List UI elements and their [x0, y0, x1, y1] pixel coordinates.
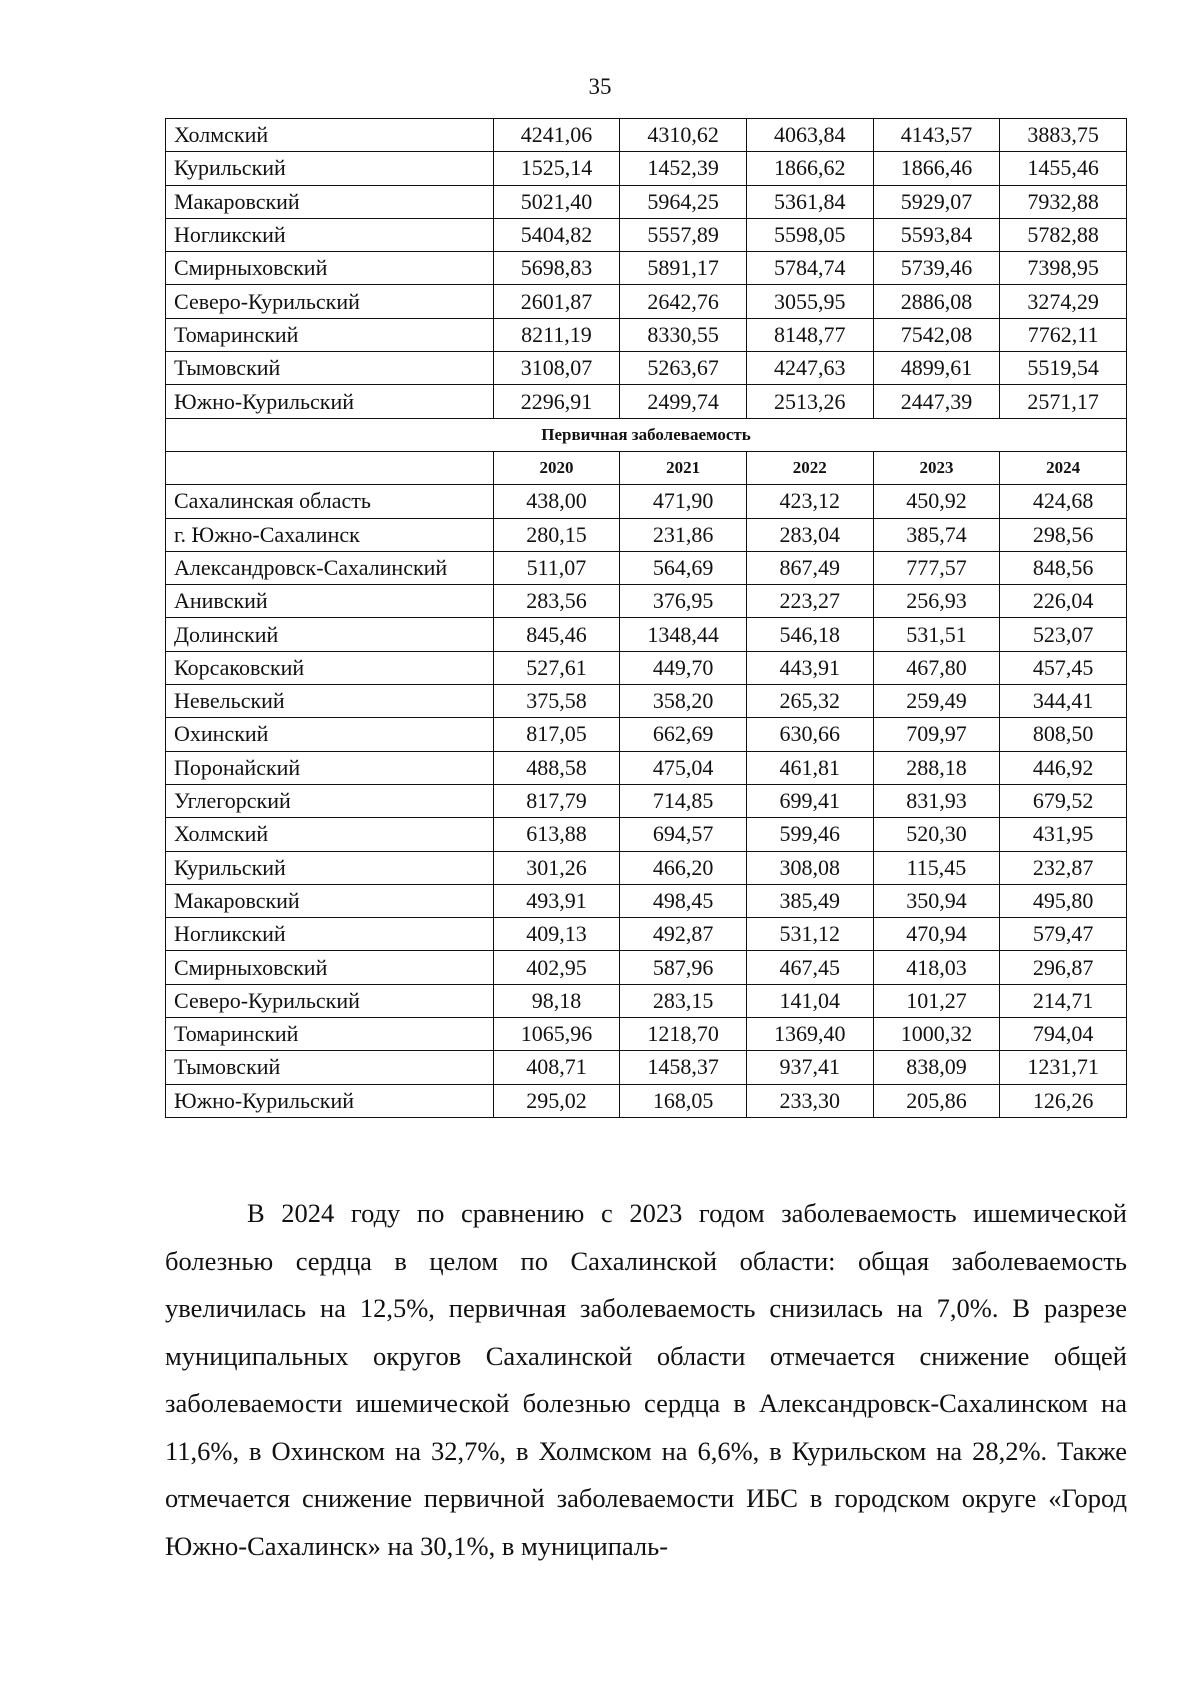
value-cell: 344,41 [1000, 685, 1127, 718]
table-row [166, 551, 1127, 584]
value-cell: 1065,96 [493, 1018, 620, 1051]
value-cell: 296,87 [1000, 951, 1127, 984]
table-row [166, 1018, 1127, 1051]
value-cell: 1452,39 [620, 152, 747, 185]
value-cell: 520,30 [873, 818, 1000, 851]
value-cell: 358,20 [620, 685, 747, 718]
value-cell: 5698,83 [493, 252, 620, 285]
year-header: 2023 [873, 451, 1000, 484]
district-name: Тымовский [166, 1051, 494, 1084]
district-name: Томаринский [166, 1018, 494, 1051]
value-cell: 265,32 [746, 685, 873, 718]
value-cell: 1348,44 [620, 618, 747, 651]
value-cell: 579,47 [1000, 918, 1127, 951]
value-cell: 205,86 [873, 1084, 1000, 1117]
value-cell: 7398,95 [1000, 252, 1127, 285]
district-name: Охинский [166, 718, 494, 751]
value-cell: 5557,89 [620, 218, 747, 251]
value-cell: 259,49 [873, 685, 1000, 718]
value-cell: 283,56 [493, 585, 620, 618]
district-name: Сахалинская область [166, 485, 494, 518]
value-cell: 817,05 [493, 718, 620, 751]
district-name: Южно-Курильский [166, 1084, 494, 1117]
district-name: Холмский [166, 119, 494, 152]
value-cell: 511,07 [493, 551, 620, 584]
table-row [166, 951, 1127, 984]
value-cell: 5263,67 [620, 352, 747, 385]
table-row [166, 1084, 1127, 1117]
district-name: Холмский [166, 818, 494, 851]
table-row [166, 884, 1127, 917]
value-cell: 214,71 [1000, 984, 1127, 1017]
value-cell: 5519,54 [1000, 352, 1127, 385]
value-cell: 662,69 [620, 718, 747, 751]
year-header-row [166, 451, 1127, 484]
value-cell: 5593,84 [873, 218, 1000, 251]
value-cell: 5404,82 [493, 218, 620, 251]
district-name: Углегорский [166, 784, 494, 817]
value-cell: 308,08 [746, 851, 873, 884]
table-row [166, 751, 1127, 784]
value-cell: 450,92 [873, 485, 1000, 518]
table-row [166, 651, 1127, 684]
district-name: г. Южно-Сахалинск [166, 518, 494, 551]
value-cell: 375,58 [493, 685, 620, 718]
district-name: Северо-Курильский [166, 285, 494, 318]
value-cell: 449,70 [620, 651, 747, 684]
value-cell: 101,27 [873, 984, 1000, 1017]
value-cell: 709,97 [873, 718, 1000, 751]
section-header-row [166, 418, 1127, 451]
value-cell: 467,80 [873, 651, 1000, 684]
value-cell: 546,18 [746, 618, 873, 651]
table-row [166, 518, 1127, 551]
district-name: Поронайский [166, 751, 494, 784]
value-cell: 467,45 [746, 951, 873, 984]
value-cell: 531,51 [873, 618, 1000, 651]
district-name: Макаровский [166, 185, 494, 218]
value-cell: 630,66 [746, 718, 873, 751]
value-cell: 115,45 [873, 851, 1000, 884]
value-cell: 141,04 [746, 984, 873, 1017]
page-number: 35 [588, 74, 612, 99]
value-cell: 457,45 [1000, 651, 1127, 684]
value-cell: 4241,06 [493, 119, 620, 152]
value-cell: 1231,71 [1000, 1051, 1127, 1084]
district-name: Курильский [166, 152, 494, 185]
table-row [166, 1051, 1127, 1084]
value-cell: 817,79 [493, 784, 620, 817]
body-paragraph: В 2024 году по сравнению с 2023 годом заболеваемость ишемической болезнью сердца в целом по Сахалинской области: общая заболеваемость увеличилась на 12,5%, первичная заболеваемость снизилась на 7,0%. В разрезе муниципальных округов Сахалинской области отмечается снижение общей заболеваемости ишемической болезнью сердца в Александровск-Сахалинском на 11,6%, в Охинском на 32,7%, в Холмском на 6,6%, в Курильском на 28,2%. Также отмечается снижение первичной заболеваемости ИБС в городском округе «Город Южно-Сахалинск» на 30,1%, в муниципаль- [165, 1198, 1127, 1561]
value-cell: 527,61 [493, 651, 620, 684]
value-cell: 223,27 [746, 585, 873, 618]
table-row [166, 318, 1127, 351]
value-cell: 5784,74 [746, 252, 873, 285]
district-name: Томаринский [166, 318, 494, 351]
value-cell: 4143,57 [873, 119, 1000, 152]
value-cell: 8148,77 [746, 318, 873, 351]
district-name: Тымовский [166, 352, 494, 385]
district-name: Долинский [166, 618, 494, 651]
value-cell: 694,57 [620, 818, 747, 851]
value-cell: 3055,95 [746, 285, 873, 318]
value-cell: 587,96 [620, 951, 747, 984]
value-cell: 2886,08 [873, 285, 1000, 318]
value-cell: 233,30 [746, 1084, 873, 1117]
value-cell: 808,50 [1000, 718, 1127, 751]
table-row [166, 485, 1127, 518]
value-cell: 168,05 [620, 1084, 747, 1117]
value-cell: 298,56 [1000, 518, 1127, 551]
value-cell: 256,93 [873, 585, 1000, 618]
value-cell: 699,41 [746, 784, 873, 817]
value-cell: 283,04 [746, 518, 873, 551]
value-cell: 2642,76 [620, 285, 747, 318]
district-name: Ногликский [166, 918, 494, 951]
value-cell: 7762,11 [1000, 318, 1127, 351]
value-cell: 280,15 [493, 518, 620, 551]
table-row [166, 685, 1127, 718]
value-cell: 838,09 [873, 1051, 1000, 1084]
value-cell: 3108,07 [493, 352, 620, 385]
district-name: Северо-Курильский [166, 984, 494, 1017]
value-cell: 418,03 [873, 951, 1000, 984]
value-cell: 1458,37 [620, 1051, 747, 1084]
value-cell: 2513,26 [746, 385, 873, 418]
value-cell: 385,49 [746, 884, 873, 917]
value-cell: 5598,05 [746, 218, 873, 251]
value-cell: 5739,46 [873, 252, 1000, 285]
value-cell: 283,15 [620, 984, 747, 1017]
value-cell: 5361,84 [746, 185, 873, 218]
district-name: Ногликский [166, 218, 494, 251]
value-cell: 1866,62 [746, 152, 873, 185]
value-cell: 4310,62 [620, 119, 747, 152]
year-header: 2020 [493, 451, 620, 484]
value-cell: 443,91 [746, 651, 873, 684]
value-cell: 5782,88 [1000, 218, 1127, 251]
table-row [166, 718, 1127, 751]
value-cell: 8330,55 [620, 318, 747, 351]
value-cell: 1000,32 [873, 1018, 1000, 1051]
value-cell: 7932,88 [1000, 185, 1127, 218]
value-cell: 402,95 [493, 951, 620, 984]
value-cell: 4247,63 [746, 352, 873, 385]
value-cell: 376,95 [620, 585, 747, 618]
value-cell: 461,81 [746, 751, 873, 784]
value-cell: 5021,40 [493, 185, 620, 218]
table-row [166, 352, 1127, 385]
table-row [166, 185, 1127, 218]
value-cell: 8211,19 [493, 318, 620, 351]
value-cell: 848,56 [1000, 551, 1127, 584]
district-name: Корсаковский [166, 651, 494, 684]
value-cell: 831,93 [873, 784, 1000, 817]
value-cell: 424,68 [1000, 485, 1127, 518]
district-name: Александровск-Сахалинский [166, 551, 494, 584]
value-cell: 867,49 [746, 551, 873, 584]
value-cell: 5891,17 [620, 252, 747, 285]
value-cell: 3274,29 [1000, 285, 1127, 318]
value-cell: 7542,08 [873, 318, 1000, 351]
value-cell: 466,20 [620, 851, 747, 884]
value-cell: 446,92 [1000, 751, 1127, 784]
section-title: Первичная заболеваемость [166, 418, 1127, 451]
table-row [166, 784, 1127, 817]
value-cell: 1369,40 [746, 1018, 873, 1051]
value-cell: 564,69 [620, 551, 747, 584]
table-row [166, 851, 1127, 884]
value-cell: 408,71 [493, 1051, 620, 1084]
value-cell: 226,04 [1000, 585, 1127, 618]
value-cell: 438,00 [493, 485, 620, 518]
value-cell: 492,87 [620, 918, 747, 951]
value-cell: 794,04 [1000, 1018, 1127, 1051]
value-cell: 5929,07 [873, 185, 1000, 218]
value-cell: 523,07 [1000, 618, 1127, 651]
value-cell: 845,46 [493, 618, 620, 651]
year-header: 2024 [1000, 451, 1127, 484]
value-cell: 2499,74 [620, 385, 747, 418]
value-cell: 4063,84 [746, 119, 873, 152]
value-cell: 231,86 [620, 518, 747, 551]
district-name: Смирныховский [166, 951, 494, 984]
value-cell: 495,80 [1000, 884, 1127, 917]
district-name: Курильский [166, 851, 494, 884]
value-cell: 1525,14 [493, 152, 620, 185]
value-cell: 1866,46 [873, 152, 1000, 185]
district-name: Невельский [166, 685, 494, 718]
value-cell: 409,13 [493, 918, 620, 951]
value-cell: 470,94 [873, 918, 1000, 951]
table-row [166, 585, 1127, 618]
district-name: Макаровский [166, 884, 494, 917]
value-cell: 531,12 [746, 918, 873, 951]
value-cell: 232,87 [1000, 851, 1127, 884]
value-cell: 431,95 [1000, 818, 1127, 851]
table-row [166, 119, 1127, 152]
value-cell: 98,18 [493, 984, 620, 1017]
table-row [166, 818, 1127, 851]
value-cell: 488,58 [493, 751, 620, 784]
value-cell: 2447,39 [873, 385, 1000, 418]
value-cell: 423,12 [746, 485, 873, 518]
table-row [166, 285, 1127, 318]
value-cell: 599,46 [746, 818, 873, 851]
value-cell: 3883,75 [1000, 119, 1127, 152]
value-cell: 288,18 [873, 751, 1000, 784]
value-cell: 475,04 [620, 751, 747, 784]
value-cell: 471,90 [620, 485, 747, 518]
value-cell: 777,57 [873, 551, 1000, 584]
value-cell: 937,41 [746, 1051, 873, 1084]
district-name: Южно-Курильский [166, 385, 494, 418]
morbidity-table [165, 118, 1127, 1118]
year-header: 2022 [746, 451, 873, 484]
table-row [166, 252, 1127, 285]
year-header: 2021 [620, 451, 747, 484]
value-cell: 301,26 [493, 851, 620, 884]
value-cell: 350,94 [873, 884, 1000, 917]
district-name: Анивский [166, 585, 494, 618]
value-cell: 714,85 [620, 784, 747, 817]
table-row [166, 152, 1127, 185]
value-cell: 126,26 [1000, 1084, 1127, 1117]
value-cell: 2571,17 [1000, 385, 1127, 418]
district-name: Смирныховский [166, 252, 494, 285]
table-row [166, 218, 1127, 251]
value-cell: 613,88 [493, 818, 620, 851]
table-row [166, 918, 1127, 951]
value-cell: 2296,91 [493, 385, 620, 418]
value-cell: 498,45 [620, 884, 747, 917]
value-cell: 5964,25 [620, 185, 747, 218]
value-cell: 1218,70 [620, 1018, 747, 1051]
table-row [166, 618, 1127, 651]
table-row [166, 385, 1127, 418]
value-cell: 4899,61 [873, 352, 1000, 385]
value-cell: 1455,46 [1000, 152, 1127, 185]
empty-header-cell [166, 451, 494, 484]
value-cell: 385,74 [873, 518, 1000, 551]
table-row [166, 984, 1127, 1017]
value-cell: 2601,87 [493, 285, 620, 318]
value-cell: 679,52 [1000, 784, 1127, 817]
value-cell: 493,91 [493, 884, 620, 917]
value-cell: 295,02 [493, 1084, 620, 1117]
